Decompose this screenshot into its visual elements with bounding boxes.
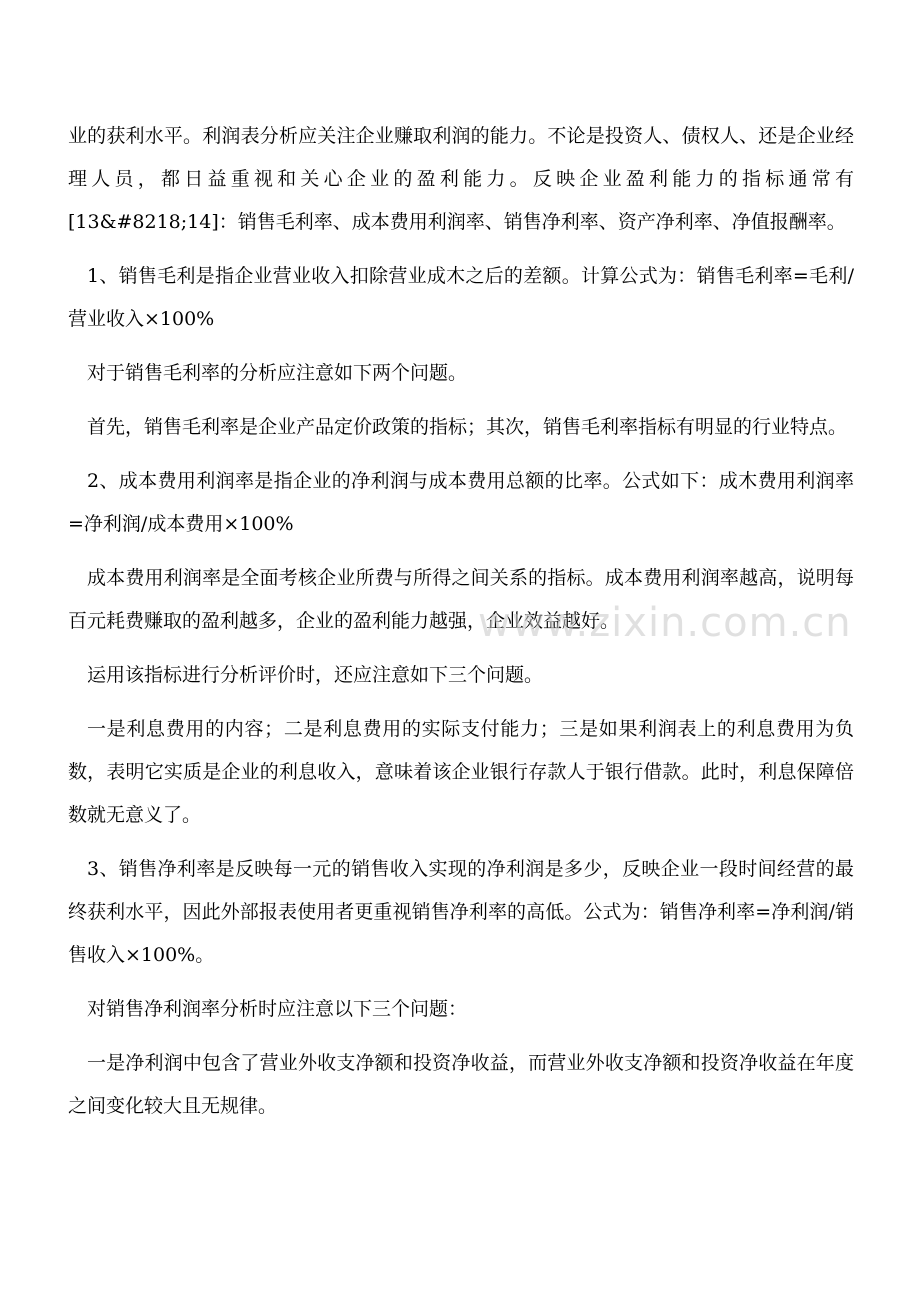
- paragraph-evaluation-issues: 运用该指标进行分析评价时，还应注意如下三个问题。: [87, 664, 544, 686]
- paragraph-gross-margin-points: 首先，销售毛利率是企业产品定价政策的指标；其次，销售毛利率指标有明显的行业特点。: [87, 416, 848, 438]
- paragraph-interest-expense: 一是利息费用的内容；二是利息费用的实际支付能力；三是如果利润表上的利息费用为负数，表明它实质是企业的利息收入，意味着该企业银行存款人于银行借款。此时，利息保障倍数就无意义了。: [68, 718, 854, 826]
- paragraph-net-profit-components: 一是净利润中包含了营业外收支净额和投资净收益，而营业外收支净额和投资净收益在年度之间变化较大且无规律。: [68, 1052, 854, 1117]
- paragraph-net-margin-issues: 对销售净利润率分析时应注意以下三个问题：: [87, 998, 468, 1020]
- document-body: [68, 115, 854, 1139]
- paragraph-net-margin: 3、销售净利率是反映每一元的销售收入实现的净利润是多少，反映企业一段时间经营的最终获利水平，因此外部报表使用者更重视销售净利率的高低。公式为：销售净利率=净利润/销售收入×100%。: [68, 858, 854, 966]
- paragraph-gross-margin: 1、销售毛利是指企业营业收入扣除营业成木之后的差额。计算公式为：销售毛利率=毛利/营业收入×100%: [68, 265, 854, 330]
- paragraph-profitability-intro: 业的获利水平。利润表分析应关注企业赚取利润的能力。不论是投资人、债权人、还是企业经理人员，都日益重视和关心企业的盈利能力。反映企业盈利能力的指标通常有[13&#8218;14]：销售毛利率、成本费用利润率、销售净利率、资产净利率、净值报酬率。: [68, 125, 854, 233]
- paragraph-gross-margin-issues: 对于销售毛利率的分析应注意如下两个问题。: [87, 362, 468, 384]
- paragraph-cost-profit-ratio: 2、成本费用利润率是指企业的净利润与成本费用总额的比率。公式如下：成木费用利润率=净利润/成本费用×100%: [68, 470, 854, 535]
- watermark: www.zixin.com.cn: [478, 600, 852, 646]
- paragraph-cost-profit-explanation: 成本费用利润率是全面考核企业所费与所得之间关系的指标。成本费用利润率越高，说明每百元耗费赚取的盈利越多，企业的盈利能力越强，企业效益越好。: [68, 567, 854, 632]
